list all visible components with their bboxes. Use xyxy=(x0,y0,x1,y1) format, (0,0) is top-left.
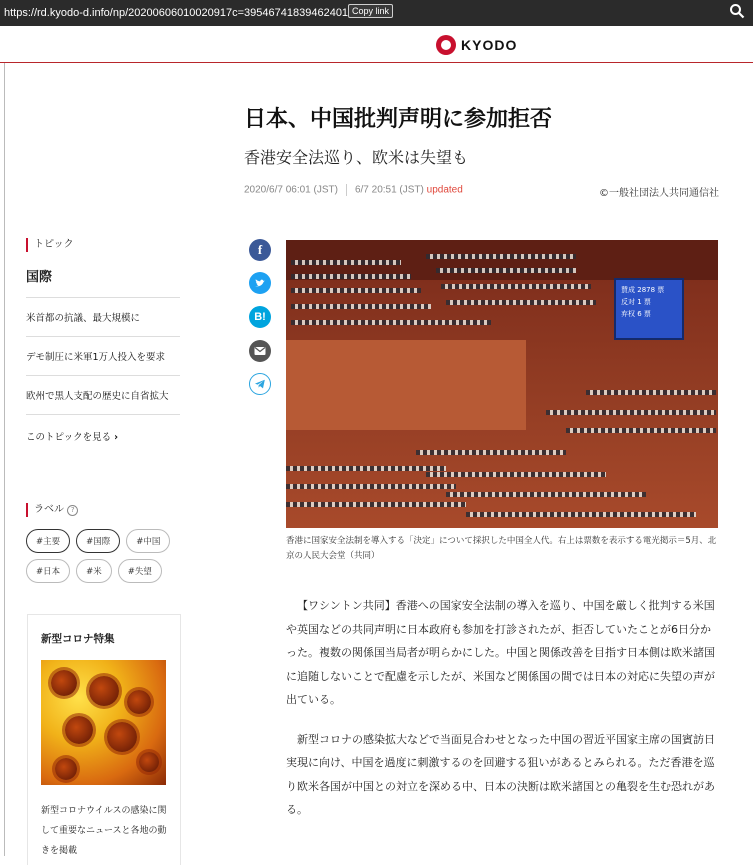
seat-row xyxy=(426,472,606,477)
virus-particle xyxy=(89,676,119,706)
help-icon[interactable]: ? xyxy=(67,505,78,516)
divider xyxy=(346,184,347,196)
topic-more-link[interactable] xyxy=(26,429,180,443)
topic-heading: トピック xyxy=(26,238,180,252)
article-dates xyxy=(244,184,463,196)
updated-label: updated xyxy=(426,184,463,196)
seat-row xyxy=(291,274,411,279)
tag[interactable]: #米 xyxy=(76,559,112,583)
corona-feature-card[interactable] xyxy=(27,614,181,865)
facebook-icon: f xyxy=(257,242,263,257)
article-body xyxy=(286,594,718,838)
vote-label: 反对 xyxy=(621,298,635,306)
vote-label: 賛成 xyxy=(621,286,635,294)
browser-url-bar xyxy=(0,0,753,26)
date-updated: 6/7 20:51 (JST) xyxy=(354,184,424,196)
seat-row xyxy=(291,320,491,325)
logo-text: KYODO xyxy=(461,37,518,53)
virus-particle xyxy=(55,758,77,780)
vote-row xyxy=(621,308,677,320)
label-heading xyxy=(26,503,180,517)
seat-row xyxy=(291,304,431,309)
vote-row xyxy=(621,296,677,308)
hatena-share-button[interactable] xyxy=(249,306,271,328)
chevron-right-icon: › xyxy=(114,432,119,443)
virus-image[interactable] xyxy=(41,660,166,785)
vote-value: 2878 票 xyxy=(637,286,665,294)
url-text[interactable]: https://rd.kyodo-d.info/np/20200606010020917c=3954674183946240​1 xyxy=(4,7,349,19)
tag[interactable]: #主要 xyxy=(26,529,70,553)
article-paragraph: 【ワシントン共同】香港への国家安全法制の導入を巡り、中国を厳しく批判する米国や英国などの共同声明に日本政府も参加を打診されたが、拒否していたことが6日分かった。複数の関係国当局者が明らかにした。中国と関係改善を目指す日本側は欧米諸国に追随しないことで配慮を示したが、米国など関係国の間では日本の対応に失望の声が出ている。 xyxy=(286,599,715,706)
page-border xyxy=(4,26,5,856)
site-header xyxy=(0,26,753,63)
seat-row xyxy=(436,268,576,273)
topic-item[interactable]: 米首都の抗議、最大規模に xyxy=(26,298,180,337)
seat-row xyxy=(291,288,421,293)
seat-row xyxy=(566,428,716,433)
seat-row xyxy=(291,260,401,265)
topic-list xyxy=(26,297,180,415)
topic-item[interactable]: 欧州で黒人支配の歴史に自省拡大 xyxy=(26,376,180,415)
search-icon[interactable] xyxy=(729,3,745,19)
article-paragraph: 新型コロナの感染拡大などで当面見合わせとなった中国の習近平国家主席の国賓訪日実現に向け、中国を過度に刺激するのを回避する狙いがあるとみられる。ただ香港を巡り欧米各国が中国との対立を深める中、日本の決断は欧米諸国との亀裂を生む恐れがある。 xyxy=(286,732,715,816)
vote-value: 1 票 xyxy=(637,298,651,306)
facebook-share-button[interactable] xyxy=(249,239,271,261)
sidebar xyxy=(26,238,180,583)
podium-area xyxy=(286,340,526,430)
topic-item[interactable]: デモ制圧に米軍1万人投入を要求 xyxy=(26,337,180,376)
telegram-share-button[interactable] xyxy=(249,373,271,395)
seat-row xyxy=(416,450,566,455)
date-published: 2020/6/7 06:01 (JST) xyxy=(244,184,338,196)
seat-row xyxy=(586,390,716,395)
seat-row xyxy=(446,300,596,305)
article-photo[interactable] xyxy=(286,240,718,528)
twitter-share-button[interactable] xyxy=(249,272,271,294)
label-heading-text: ラベル xyxy=(34,504,64,515)
tag-list xyxy=(26,529,186,583)
corona-description: 新型コロナウイルスの感染に関して重要なニュースと各地の動きを掲載 xyxy=(41,806,167,856)
article-title: 日本、中国批判声明に参加拒否 xyxy=(244,107,553,132)
seat-row xyxy=(286,466,446,471)
vote-label: 弃权 xyxy=(621,310,635,318)
telegram-icon xyxy=(254,378,266,390)
kyodo-logo[interactable] xyxy=(436,35,517,55)
topic-name[interactable]: 国際 xyxy=(26,270,53,285)
seat-row xyxy=(441,284,591,289)
vote-row xyxy=(621,284,677,296)
copy-link-button[interactable]: Copy link xyxy=(348,4,393,18)
photo-caption: 香港に国家安全法制を導入する「決定」について採択した中国全人代。右上は票数を表示する電光掲示＝5月、北京の人民大会堂（共同） xyxy=(286,536,717,561)
seat-row xyxy=(286,502,466,507)
kyodo-logo-mark xyxy=(436,35,456,55)
article-subtitle: 香港安全法巡り、欧米は失望も xyxy=(244,148,469,167)
virus-particle xyxy=(139,752,159,772)
mail-icon xyxy=(254,346,266,356)
virus-particle xyxy=(51,670,77,696)
topic-more-label: このトピックを見る xyxy=(26,432,112,443)
seat-row xyxy=(446,492,646,497)
virus-particle xyxy=(65,716,93,744)
copyright: ©一般社団法人共同通信社 xyxy=(599,188,719,199)
hatena-icon: B! xyxy=(254,311,266,323)
corona-heading: 新型コロナ特集 xyxy=(41,633,115,645)
seat-row xyxy=(466,512,696,517)
twitter-icon xyxy=(254,277,266,289)
tag[interactable]: #中国 xyxy=(126,529,170,553)
vote-value: 6 票 xyxy=(637,310,651,318)
virus-particle xyxy=(107,722,137,752)
seat-row xyxy=(286,484,456,489)
vote-board xyxy=(614,278,684,340)
tag[interactable]: #国際 xyxy=(76,529,120,553)
tag[interactable]: #日本 xyxy=(26,559,70,583)
seat-row xyxy=(426,254,576,259)
tag[interactable]: #失望 xyxy=(118,559,162,583)
virus-particle xyxy=(127,690,151,714)
seat-row xyxy=(546,410,716,415)
mail-share-button[interactable] xyxy=(249,340,271,362)
